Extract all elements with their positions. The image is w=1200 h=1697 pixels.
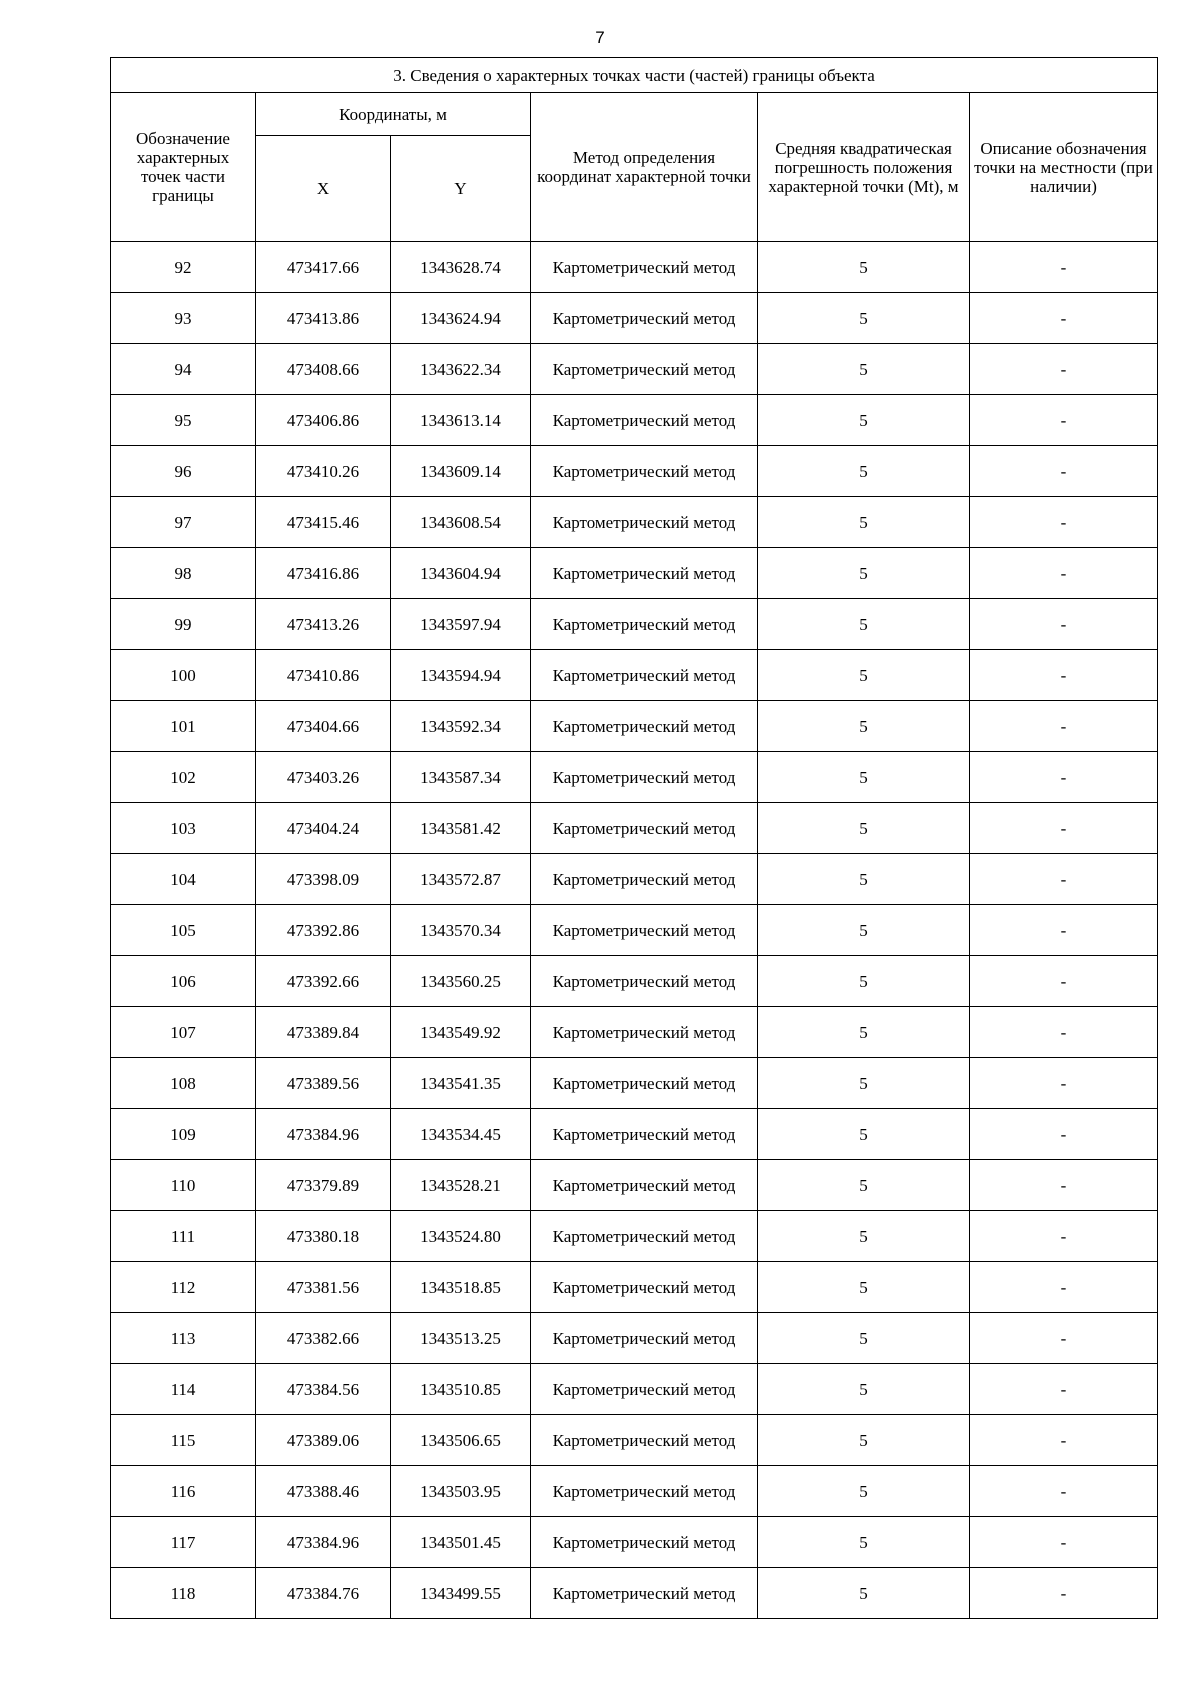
coordinate-y-cell: 1343541.35 — [391, 1058, 531, 1109]
coordinate-y-cell: 1343524.80 — [391, 1211, 531, 1262]
point-number-cell: 118 — [111, 1568, 256, 1619]
coordinate-x-cell: 473398.09 — [256, 854, 391, 905]
description-cell: - — [970, 803, 1158, 854]
error-cell: 5 — [758, 1517, 970, 1568]
coordinate-x-cell: 473417.66 — [256, 242, 391, 293]
coordinate-x-cell: 473404.24 — [256, 803, 391, 854]
error-cell: 5 — [758, 344, 970, 395]
table-row — [111, 497, 1158, 548]
table-title-row — [111, 58, 1158, 93]
method-cell: Картометрический метод — [531, 854, 758, 905]
coordinate-x-cell: 473392.66 — [256, 956, 391, 1007]
coordinate-y-cell: 1343587.34 — [391, 752, 531, 803]
method-cell: Картометрический метод — [531, 599, 758, 650]
table-row — [111, 1160, 1158, 1211]
table-row — [111, 752, 1158, 803]
point-number-cell: 93 — [111, 293, 256, 344]
coordinate-x-cell: 473413.86 — [256, 293, 391, 344]
point-number-cell: 111 — [111, 1211, 256, 1262]
error-cell: 5 — [758, 497, 970, 548]
method-cell: Картометрический метод — [531, 650, 758, 701]
point-number-cell: 114 — [111, 1364, 256, 1415]
coordinate-x-cell: 473384.76 — [256, 1568, 391, 1619]
coordinate-x-cell: 473384.96 — [256, 1517, 391, 1568]
description-cell: - — [970, 1007, 1158, 1058]
error-cell: 5 — [758, 1109, 970, 1160]
table-row — [111, 905, 1158, 956]
description-cell: - — [970, 1415, 1158, 1466]
coordinate-x-cell: 473415.46 — [256, 497, 391, 548]
table-row — [111, 1466, 1158, 1517]
coordinate-y-cell: 1343594.94 — [391, 650, 531, 701]
coordinate-x-cell: 473404.66 — [256, 701, 391, 752]
table-row — [111, 803, 1158, 854]
description-cell: - — [970, 650, 1158, 701]
method-cell: Картометрический метод — [531, 1415, 758, 1466]
coordinate-x-cell: 473380.18 — [256, 1211, 391, 1262]
header-error: Средняя квадратическая погрешность положения характерной точки (Mt), м — [758, 93, 970, 242]
point-number-cell: 110 — [111, 1160, 256, 1211]
coordinate-y-cell: 1343501.45 — [391, 1517, 531, 1568]
method-cell: Картометрический метод — [531, 446, 758, 497]
header-description: Описание обозначения точки на местности (при наличии) — [970, 93, 1158, 242]
coordinate-y-cell: 1343560.25 — [391, 956, 531, 1007]
table-row — [111, 1415, 1158, 1466]
table-row — [111, 1568, 1158, 1619]
error-cell: 5 — [758, 1058, 970, 1109]
method-cell: Картометрический метод — [531, 293, 758, 344]
coordinate-x-cell: 473389.56 — [256, 1058, 391, 1109]
method-cell: Картометрический метод — [531, 803, 758, 854]
point-number-cell: 105 — [111, 905, 256, 956]
coordinate-x-cell: 473408.66 — [256, 344, 391, 395]
method-cell: Картометрический метод — [531, 752, 758, 803]
method-cell: Картометрический метод — [531, 1211, 758, 1262]
description-cell: - — [970, 1364, 1158, 1415]
error-cell: 5 — [758, 1415, 970, 1466]
coordinate-x-cell: 473413.26 — [256, 599, 391, 650]
point-number-cell: 94 — [111, 344, 256, 395]
table-row — [111, 1313, 1158, 1364]
error-cell: 5 — [758, 1568, 970, 1619]
coordinate-x-cell: 473406.86 — [256, 395, 391, 446]
error-cell: 5 — [758, 1211, 970, 1262]
description-cell: - — [970, 548, 1158, 599]
coordinate-y-cell: 1343499.55 — [391, 1568, 531, 1619]
error-cell: 5 — [758, 1160, 970, 1211]
header-designation: Обозначение характерных точек части границы — [111, 93, 256, 242]
table-row — [111, 599, 1158, 650]
method-cell: Картометрический метод — [531, 1262, 758, 1313]
coordinate-y-cell: 1343510.85 — [391, 1364, 531, 1415]
point-number-cell: 103 — [111, 803, 256, 854]
coordinate-y-cell: 1343513.25 — [391, 1313, 531, 1364]
description-cell: - — [970, 1109, 1158, 1160]
error-cell: 5 — [758, 701, 970, 752]
description-cell: - — [970, 497, 1158, 548]
point-number-cell: 107 — [111, 1007, 256, 1058]
error-cell: 5 — [758, 650, 970, 701]
method-cell: Картометрический метод — [531, 1466, 758, 1517]
error-cell: 5 — [758, 1466, 970, 1517]
table-row — [111, 1262, 1158, 1313]
header-y: Y — [391, 136, 531, 242]
table-row — [111, 344, 1158, 395]
table-row — [111, 1007, 1158, 1058]
method-cell: Картометрический метод — [531, 701, 758, 752]
header-method: Метод определения координат характерной точки — [531, 93, 758, 242]
point-number-cell: 99 — [111, 599, 256, 650]
description-cell: - — [970, 293, 1158, 344]
header-coordinates: Координаты, м — [256, 93, 531, 136]
method-cell: Картометрический метод — [531, 1364, 758, 1415]
coordinate-x-cell: 473392.86 — [256, 905, 391, 956]
description-cell: - — [970, 905, 1158, 956]
coordinate-x-cell: 473379.89 — [256, 1160, 391, 1211]
error-cell: 5 — [758, 242, 970, 293]
coordinate-x-cell: 473389.84 — [256, 1007, 391, 1058]
coordinate-x-cell: 473381.56 — [256, 1262, 391, 1313]
table-row — [111, 242, 1158, 293]
method-cell: Картометрический метод — [531, 905, 758, 956]
method-cell: Картометрический метод — [531, 1160, 758, 1211]
error-cell: 5 — [758, 905, 970, 956]
error-cell: 5 — [758, 395, 970, 446]
coordinate-y-cell: 1343549.92 — [391, 1007, 531, 1058]
table-row — [111, 1109, 1158, 1160]
method-cell: Картометрический метод — [531, 1517, 758, 1568]
coordinate-y-cell: 1343628.74 — [391, 242, 531, 293]
error-cell: 5 — [758, 1364, 970, 1415]
error-cell: 5 — [758, 1007, 970, 1058]
description-cell: - — [970, 1211, 1158, 1262]
coordinate-y-cell: 1343604.94 — [391, 548, 531, 599]
error-cell: 5 — [758, 293, 970, 344]
description-cell: - — [970, 1058, 1158, 1109]
description-cell: - — [970, 1313, 1158, 1364]
point-number-cell: 102 — [111, 752, 256, 803]
coordinate-y-cell: 1343503.95 — [391, 1466, 531, 1517]
coordinate-y-cell: 1343534.45 — [391, 1109, 531, 1160]
description-cell: - — [970, 1160, 1158, 1211]
error-cell: 5 — [758, 599, 970, 650]
table-row — [111, 1364, 1158, 1415]
error-cell: 5 — [758, 752, 970, 803]
description-cell: - — [970, 1568, 1158, 1619]
point-number-cell: 106 — [111, 956, 256, 1007]
coordinate-x-cell: 473388.46 — [256, 1466, 391, 1517]
coordinate-y-cell: 1343506.65 — [391, 1415, 531, 1466]
table-row — [111, 548, 1158, 599]
point-number-cell: 92 — [111, 242, 256, 293]
description-cell: - — [970, 1262, 1158, 1313]
method-cell: Картометрический метод — [531, 344, 758, 395]
coordinate-y-cell: 1343570.34 — [391, 905, 531, 956]
coordinate-y-cell: 1343581.42 — [391, 803, 531, 854]
table-row — [111, 854, 1158, 905]
coordinate-y-cell: 1343592.34 — [391, 701, 531, 752]
table-row — [111, 395, 1158, 446]
method-cell: Картометрический метод — [531, 242, 758, 293]
coordinate-y-cell: 1343597.94 — [391, 599, 531, 650]
method-cell: Картометрический метод — [531, 1058, 758, 1109]
description-cell: - — [970, 752, 1158, 803]
point-number-cell: 96 — [111, 446, 256, 497]
error-cell: 5 — [758, 803, 970, 854]
table-row — [111, 293, 1158, 344]
header-x: X — [256, 136, 391, 242]
point-number-cell: 97 — [111, 497, 256, 548]
method-cell: Картометрический метод — [531, 395, 758, 446]
table-row — [111, 1517, 1158, 1568]
error-cell: 5 — [758, 1313, 970, 1364]
header-row — [111, 93, 1158, 136]
coordinate-y-cell: 1343624.94 — [391, 293, 531, 344]
method-cell: Картометрический метод — [531, 1568, 758, 1619]
coordinate-y-cell: 1343613.14 — [391, 395, 531, 446]
table-title: 3. Сведения о характерных точках части (частей) границы объекта — [111, 58, 1158, 93]
method-cell: Картометрический метод — [531, 956, 758, 1007]
point-number-cell: 104 — [111, 854, 256, 905]
coordinate-x-cell: 473384.96 — [256, 1109, 391, 1160]
point-number-cell: 117 — [111, 1517, 256, 1568]
point-number-cell: 100 — [111, 650, 256, 701]
coordinate-x-cell: 473410.26 — [256, 446, 391, 497]
error-cell: 5 — [758, 446, 970, 497]
table-row — [111, 956, 1158, 1007]
coordinate-x-cell: 473403.26 — [256, 752, 391, 803]
point-number-cell: 113 — [111, 1313, 256, 1364]
characteristic-points-table — [110, 57, 1158, 1619]
coordinate-x-cell: 473410.86 — [256, 650, 391, 701]
table-row — [111, 1211, 1158, 1262]
error-cell: 5 — [758, 956, 970, 1007]
description-cell: - — [970, 854, 1158, 905]
method-cell: Картометрический метод — [531, 1007, 758, 1058]
description-cell: - — [970, 395, 1158, 446]
point-number-cell: 95 — [111, 395, 256, 446]
description-cell: - — [970, 701, 1158, 752]
point-number-cell: 116 — [111, 1466, 256, 1517]
error-cell: 5 — [758, 854, 970, 905]
coordinate-y-cell: 1343572.87 — [391, 854, 531, 905]
coordinate-x-cell: 473389.06 — [256, 1415, 391, 1466]
coordinate-y-cell: 1343528.21 — [391, 1160, 531, 1211]
coordinate-x-cell: 473384.56 — [256, 1364, 391, 1415]
description-cell: - — [970, 242, 1158, 293]
coordinate-x-cell: 473382.66 — [256, 1313, 391, 1364]
description-cell: - — [970, 956, 1158, 1007]
page-number: 7 — [595, 28, 605, 47]
description-cell: - — [970, 1466, 1158, 1517]
table-row — [111, 1058, 1158, 1109]
point-number-cell: 108 — [111, 1058, 256, 1109]
method-cell: Картометрический метод — [531, 497, 758, 548]
method-cell: Картометрический метод — [531, 1313, 758, 1364]
coordinate-y-cell: 1343608.54 — [391, 497, 531, 548]
error-cell: 5 — [758, 548, 970, 599]
coordinate-y-cell: 1343518.85 — [391, 1262, 531, 1313]
error-cell: 5 — [758, 1262, 970, 1313]
method-cell: Картометрический метод — [531, 1109, 758, 1160]
coordinate-x-cell: 473416.86 — [256, 548, 391, 599]
point-number-cell: 109 — [111, 1109, 256, 1160]
description-cell: - — [970, 344, 1158, 395]
table-row — [111, 701, 1158, 752]
point-number-cell: 112 — [111, 1262, 256, 1313]
description-cell: - — [970, 599, 1158, 650]
method-cell: Картометрический метод — [531, 548, 758, 599]
description-cell: - — [970, 446, 1158, 497]
point-number-cell: 115 — [111, 1415, 256, 1466]
coordinate-y-cell: 1343609.14 — [391, 446, 531, 497]
coordinate-y-cell: 1343622.34 — [391, 344, 531, 395]
description-cell: - — [970, 1517, 1158, 1568]
table-row — [111, 446, 1158, 497]
point-number-cell: 101 — [111, 701, 256, 752]
point-number-cell: 98 — [111, 548, 256, 599]
table-row — [111, 650, 1158, 701]
